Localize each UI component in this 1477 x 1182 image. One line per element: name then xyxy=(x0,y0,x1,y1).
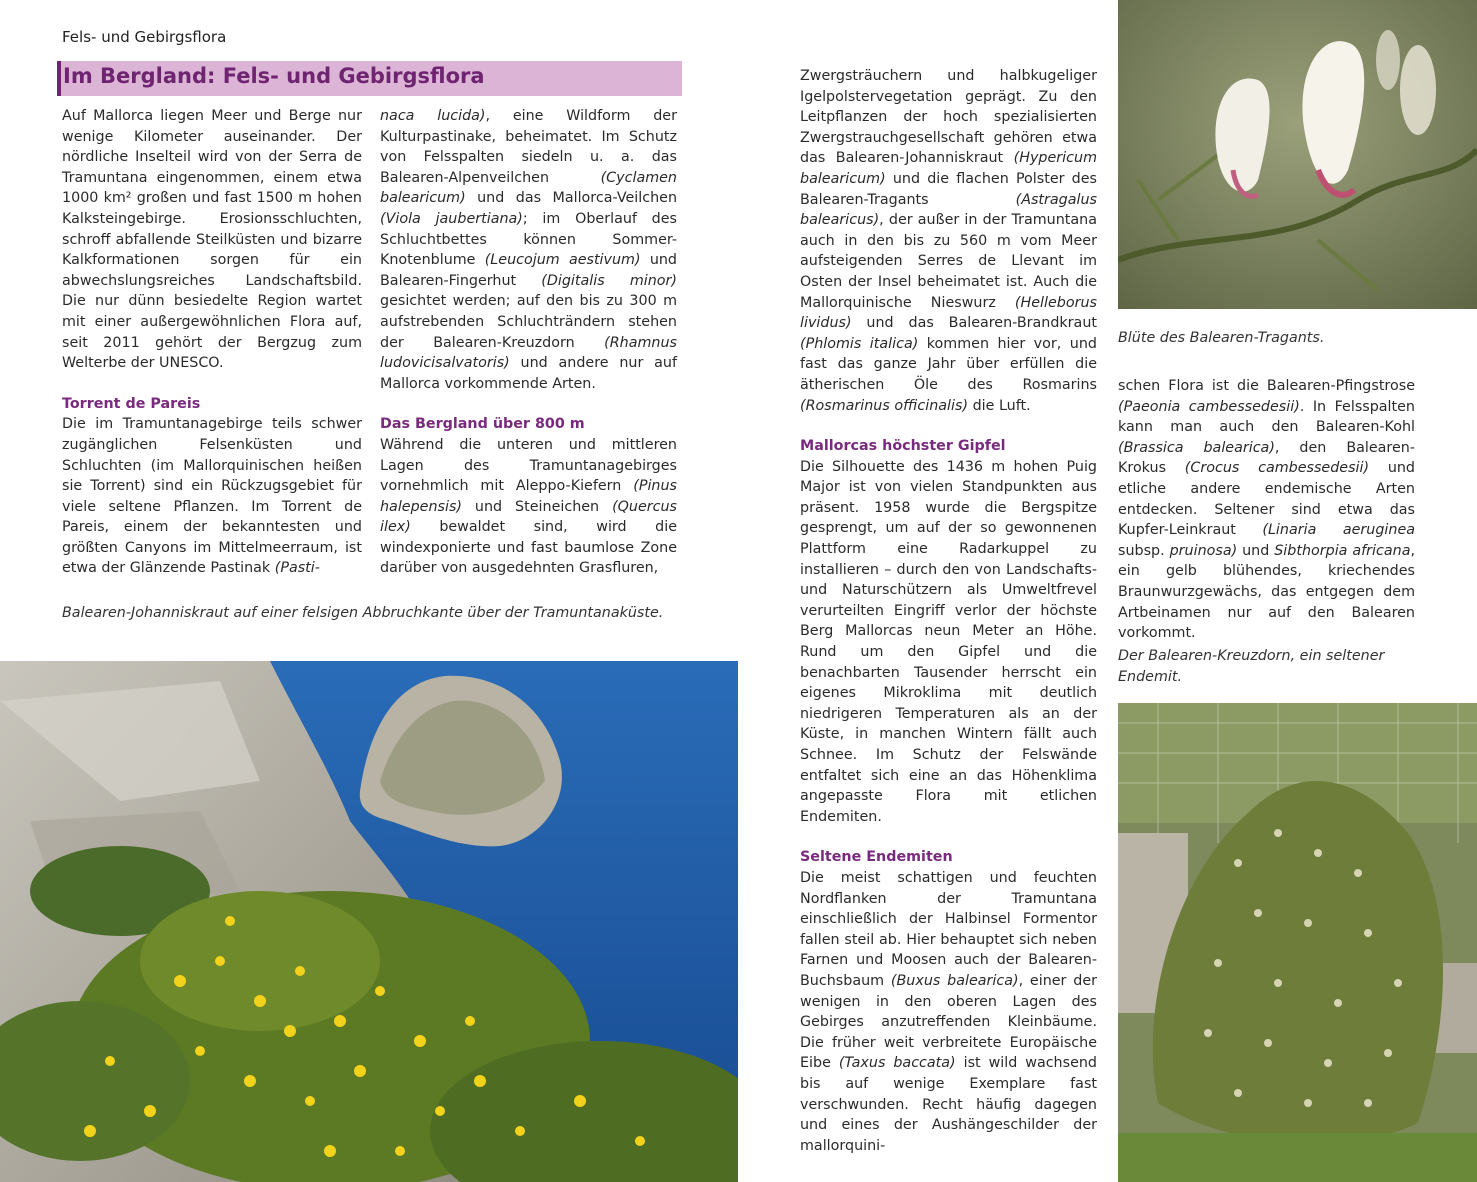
species-paragraph xyxy=(380,106,677,394)
kreuzdorn-photo-illustration xyxy=(1118,703,1477,1182)
species-name: (Digitalis minor) xyxy=(541,272,677,289)
species-name: (Rhamnus ludovicisalvatoris) xyxy=(380,334,677,372)
photo-coast-johanniskraut xyxy=(0,661,738,1182)
caption-tragant: Blüte des Balearen-Tragants. xyxy=(1118,330,1325,346)
photo-kreuzdorn xyxy=(1118,703,1477,1182)
species-name: (Cyclamen balearicum) xyxy=(380,169,677,207)
species-name: (Taxus baccata) xyxy=(838,1055,956,1072)
subheading-bergland: Das Bergland über 800 m xyxy=(380,416,585,433)
text-fragment: subsp. xyxy=(1118,542,1165,559)
text-fragment: , einer der wenigen in den oberen Lagen des Gebirges anzutreffenden Kleinbäume. Die früher weit verbreitete Europäische Eibe xyxy=(800,972,1097,1072)
caption-johanniskraut: Balearen-Johanniskraut auf einer felsigen Abbruchkante über der Tramuntanaküste. xyxy=(62,605,664,621)
text-fragment: . In Felsspalten kann man auch den Balearen-Kohl xyxy=(1118,398,1415,436)
species-name: (Linaria aeruginea xyxy=(1262,522,1415,539)
text-fragment: kommen hier vor, und fast das ganze Jahr über erfüllen die ätherischen Öle des Rosmarins xyxy=(800,335,1097,393)
species-name: (Rosmarinus officinalis) xyxy=(800,397,969,414)
running-head: Fels- und Gebirgsflora xyxy=(62,28,227,46)
photo-tragant-bluete xyxy=(1118,0,1477,309)
subheading-gipfel: Mallorcas höchster Gipfel xyxy=(800,438,1006,455)
page-title: Im Bergland: Fels- und Gebirgsflora xyxy=(63,64,485,88)
text-column-3 xyxy=(800,66,1097,1156)
coast-photo-illustration xyxy=(0,661,738,1182)
species-name: Sibthorpia africana xyxy=(1274,542,1411,559)
species-pastinaca-start: (Pasti- xyxy=(274,560,320,577)
text-fragment: Zwergsträuchern und halbkugeliger Igelpolstervegetation geprägt. Zu den Leitpflanzen der hoch spezialisierten Zwergstrauchgesellschaft gehören etwa das Balearen-Johanniskraut xyxy=(800,68,1097,167)
text-column-4 xyxy=(1118,376,1415,644)
text-fragment: Während die unteren und mittleren Lagen des Tramuntanagebirges vornehmlich mit Aleppo-Kiefern xyxy=(380,436,677,495)
species-name: (Quercus ilex) xyxy=(380,498,677,536)
torrent-text: Die im Tramuntanagebirge teils schwer zugänglichen Felsenküsten und Schluchten (im Mallorquinischen heißen sie Torrent) sind ein Rückzugsgebiet für viele seltene Pflanzen. Im Torrent de Pareis, einem der bekanntesten und größten Canyons im Mittelmeerraum, ist etwa der Glänzende Pastinak xyxy=(62,416,362,577)
text-fragment: , ein gelb blühendes, kriechendes Braunwurzgewächs, das entgegen dem Artbeinamen nur auf den Balearen vorkommt. xyxy=(1118,542,1415,642)
endemiten-paragraph xyxy=(800,868,1097,1156)
text-fragment: und Steineichen xyxy=(474,498,600,515)
title-band xyxy=(57,61,682,96)
text-fragment: ; im Oberlauf des Schluchtbettes können Sommer-Knotenblume xyxy=(380,210,678,269)
text-fragment: ist wild wachsend bis auf wenige Exemplare fast verschwunden. Recht häufig dagegen und eines der Aushängeschilder der mallorquini- xyxy=(800,1055,1098,1154)
torrent-paragraph xyxy=(62,414,362,579)
text-fragment: und das Mallorca-Veilchen xyxy=(477,190,678,207)
species-name: (Crocus cambessedesii) xyxy=(1184,460,1370,477)
text-fragment: , der außer in der Tramuntana auch in den bis zu 560 m vom Meer aufsteigenden Serres de Llevant im Osten der Insel beheimatet ist. Auch die Mallorquinische Nieswurz xyxy=(800,212,1097,311)
gipfel-paragraph: Die Silhouette des 1436 m hohen Puig Major ist von vielen Standpunkten aus präsent. 1958 wurde die Bergspitze gesprengt, um auf der so gewonnenen Plattform eine Radarkuppel zu installieren – durch den von Landschafts- und Naturschützern als Umweltfrevel verurteilten Eingriff verlor der höchste Berg Mallorcas neun Meter an Höhe. Rund um den Gipfel und die benachbarten Tausender herrscht ein eigenes Mikroklima mit deutlich niedrigeren Temperaturen als an der Küste, in manchen Wintern fällt auch Schnee. Im Schutz der Felswände entfaltet sich eine an das Höhenklima angepasste Flora mit etlichen Endemiten. xyxy=(800,458,1097,825)
species-name: (Leucojum aestivum) xyxy=(484,252,641,269)
text-fragment: , den Balearen-Krokus xyxy=(1118,439,1415,477)
text-fragment: und xyxy=(1242,542,1270,559)
species-name: pruinosa) xyxy=(1169,542,1238,559)
species-name: (Astragalus balearicus) xyxy=(800,191,1097,229)
text-fragment: bewaldet sind, wird die windexponierte und fast baumlose Zone darüber von ausgedehnten Grasfluren, xyxy=(380,519,677,577)
text-fragment: und das Balearen-Brandkraut xyxy=(866,315,1097,332)
text-fragment: schen Flora ist die Balearen-Pfingstrose xyxy=(1118,378,1415,394)
text-fragment: die Luft. xyxy=(972,397,1031,414)
species-name: (Buxus balearica) xyxy=(890,972,1019,989)
text-fragment: und die flachen Polster des Balearen-Tragants xyxy=(800,170,1097,208)
species-pastinaca-end: naca lucida) xyxy=(380,108,486,124)
species-name: (Hypericum balearicum) xyxy=(800,150,1097,187)
tragant-photo-illustration xyxy=(1118,0,1477,309)
text-column-2 xyxy=(380,106,677,579)
text-fragment: , eine Wildform der Kulturpastinake, beheimatet. Im Schutz von Felsspalten siedeln u. a. das Balearen-Alpenveilchen xyxy=(380,108,677,186)
species-name: (Paeonia cambessedesii) xyxy=(1118,398,1300,415)
text-fragment: und andere nur auf Mallorca vorkommende Arten. xyxy=(380,355,677,392)
intro-paragraph: Auf Mallorca liegen Meer und Berge nur wenige Kilometer auseinander. Der nördliche Inselteil wird von der Serra de Tramuntana eingenommen, einem etwa 1000 km² großen und fast 1500 m hohen Kalksteingebirge. Erosionsschluchten, schroff abfallende Steilküsten und bizarre Kalkformationen sorgen für ein abwechslungsreiches Landschaftsbild. Die nur dünn besiedelte Region wartet mit einer außergewöhnlichen Flora auf, seit 2011 gehört der Bergzug zum Welterbe der UNESCO. xyxy=(62,108,362,372)
text-fragment: Die meist schattigen und feuchten Nordflanken der Tramuntana einschließlich der Halbinsel Formentor fallen steil ab. Hier behauptet sich neben Farnen und Moosen auch der Balearen-Buchsbaum xyxy=(800,869,1097,989)
text-fragment: und Balearen-Fingerhut xyxy=(380,252,678,289)
species-name: (Helleborus lividus) xyxy=(800,294,1097,332)
subheading-torrent: Torrent de Pareis xyxy=(62,395,201,412)
species-name: (Phlomis italica) xyxy=(800,335,919,352)
species-name: (Viola jaubertiana) xyxy=(380,210,523,227)
pfingstrose-paragraph xyxy=(1118,376,1415,644)
bergland-paragraph xyxy=(380,435,677,579)
caption-kreuzdorn: Der Balearen-Kreuzdorn, ein seltener Endemit. xyxy=(1118,648,1385,685)
text-fragment: und etliche andere endemische Arten entdecken. Seltener sind etwa das Kupfer-Leinkraut xyxy=(1118,460,1416,539)
species-name: (Brassica balearica) xyxy=(1118,439,1275,456)
text-column-1 xyxy=(62,106,362,579)
subheading-endemiten: Seltene Endemiten xyxy=(800,849,953,866)
species-name: (Pinus halepensis) xyxy=(380,478,677,515)
text-fragment: gesichtet werden; auf den bis zu 300 m aufstrebenden Schluchträndern stehen der Balearen-Kreuzdorn xyxy=(380,293,677,351)
zwergstrauch-paragraph xyxy=(800,66,1097,416)
